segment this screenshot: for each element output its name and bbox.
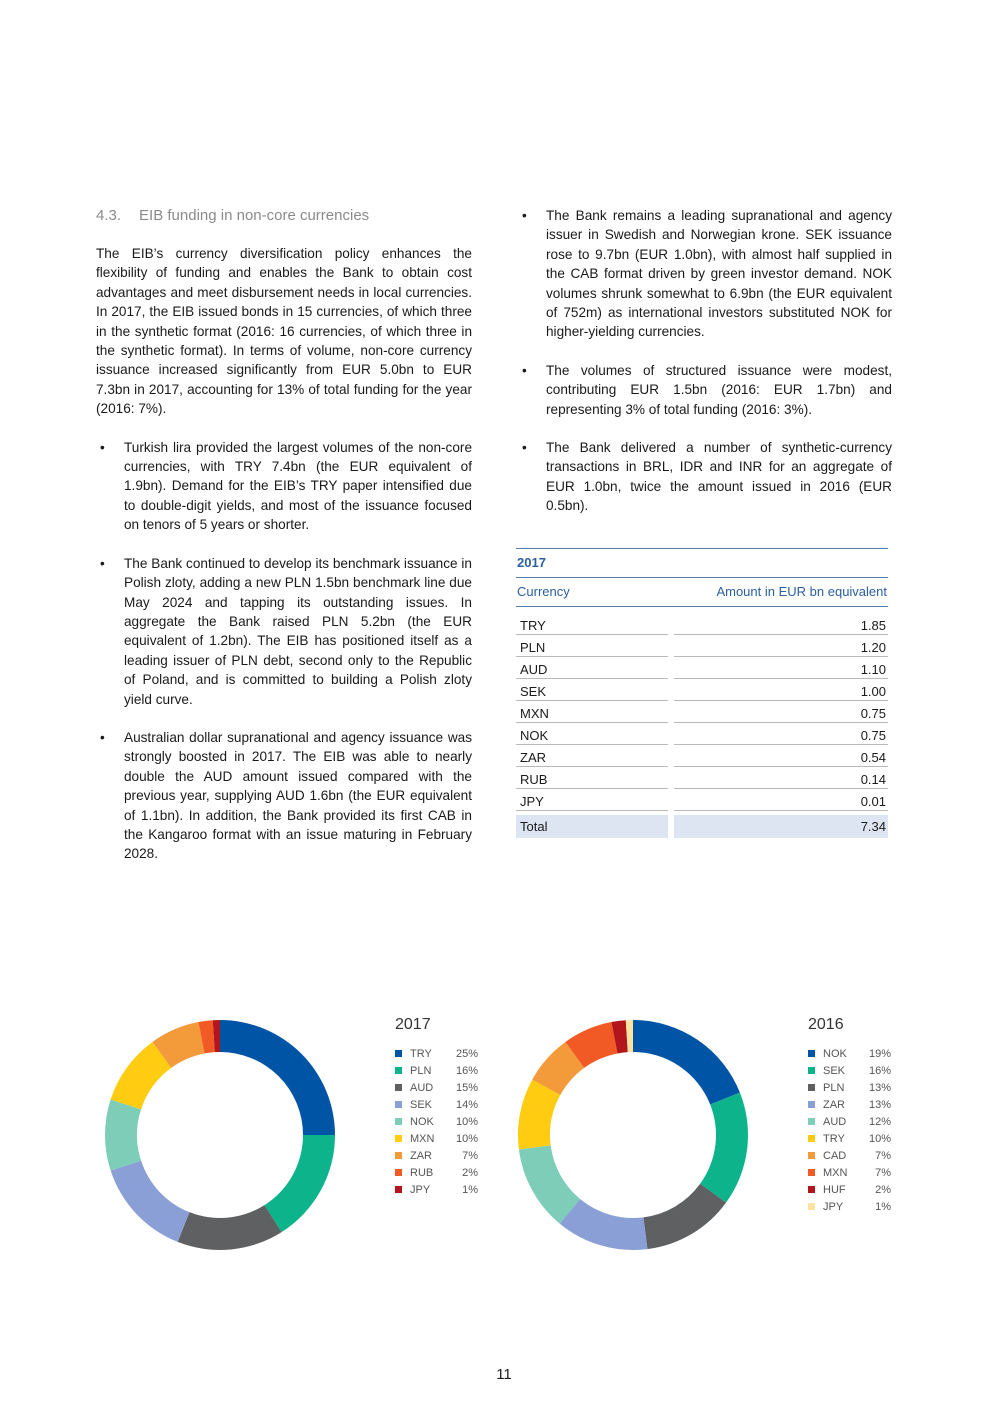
legend-label: TRY (410, 1047, 432, 1060)
legend-label: MXN (823, 1166, 848, 1179)
legend-item (808, 1045, 891, 1062)
slice-pln (264, 1135, 335, 1232)
bullet-dot-icon: • (100, 555, 105, 571)
legend-2017 (395, 1045, 478, 1198)
table-header (516, 577, 888, 607)
legend-swatch-icon (395, 1186, 402, 1193)
legend-label: HUF (823, 1183, 846, 1196)
legend-swatch-icon (395, 1169, 402, 1176)
legend-swatch-icon (808, 1169, 815, 1176)
slice-nok (633, 1020, 740, 1104)
legend-item (808, 1130, 891, 1147)
legend-2016 (808, 1045, 891, 1215)
section-title: EIB funding in non-core currencies (139, 207, 370, 225)
bullet-try (96, 438, 472, 535)
legend-swatch-icon (808, 1135, 815, 1142)
legend-swatch-icon (808, 1152, 815, 1159)
section-heading (96, 206, 472, 226)
legend-item (808, 1147, 891, 1164)
legend-swatch-icon (808, 1067, 815, 1074)
donut-chart-2016 (513, 1015, 753, 1255)
legend-swatch-icon (395, 1135, 402, 1142)
bullet-text: The volumes of structured issuance were modest, contributing EUR 1.5bn (2016: EUR 1.7bn) and representing 3% of total funding (2016: 3%). (546, 362, 892, 417)
legend-item (808, 1181, 891, 1198)
legend-label: JPY (410, 1183, 431, 1196)
legend-label: AUD (410, 1081, 434, 1094)
cell-currency: RUB (516, 767, 668, 789)
chart-title-2016: 2016 (808, 1016, 844, 1033)
table-total-row (516, 815, 888, 838)
legend-label: AUD (823, 1115, 847, 1128)
slice-try (220, 1020, 335, 1135)
legend-percent: 16% (455, 1064, 478, 1077)
cell-currency: NOK (516, 723, 668, 745)
legend-percent: 12% (868, 1115, 891, 1128)
legend-swatch-icon (395, 1101, 402, 1108)
table-row (516, 789, 888, 811)
legend-percent: 16% (868, 1064, 891, 1077)
bullet-text: The Bank remains a leading supranational and agency issuer in Swedish and Norwegian krone. SEK issuance rose to 9.7bn (EUR 1.0bn), with almost half supplied in the CAB format driven by green investor demand. NOK volumes shrunk somewhat to 6.9bn (the EUR equivalent of 752m) as international investors substituted NOK for higher-yielding currencies. (546, 208, 892, 340)
legend-swatch-icon (395, 1084, 402, 1091)
slice-aud (178, 1205, 282, 1250)
legend-swatch-icon (395, 1067, 402, 1074)
legend-item (808, 1062, 891, 1079)
slice-nok (105, 1099, 141, 1170)
currency-table (516, 548, 888, 838)
legend-label: ZAR (823, 1098, 845, 1111)
table-row (516, 723, 888, 745)
slice-sek (700, 1093, 748, 1203)
legend-item (808, 1164, 891, 1181)
bullet-dot-icon: • (100, 439, 105, 455)
legend-label: CAD (823, 1149, 847, 1162)
section-number: 4.3. (96, 207, 122, 225)
table-row (516, 679, 888, 701)
legend-label: SEK (823, 1064, 846, 1077)
cell-currency: MXN (516, 701, 668, 723)
bullet-dot-icon: • (522, 362, 527, 378)
table-row (516, 745, 888, 767)
legend-percent: 19% (868, 1047, 891, 1060)
legend-item (395, 1147, 478, 1164)
bullet-sek-nok (518, 206, 892, 342)
page-number: 11 (496, 1366, 512, 1383)
legend-item (395, 1130, 478, 1147)
chart-title-2017: 2017 (395, 1016, 431, 1033)
legend-swatch-icon (395, 1118, 402, 1125)
cell-amount: 0.14 (674, 767, 888, 789)
legend-percent: 7% (875, 1149, 891, 1162)
intro-paragraph: The EIB’s currency diversification policy enhances the flexibility of funding and enables the Bank to obtain cost advantages and meet disbursement needs in local currencies. In 2017, the EIB issued bonds in 15 currencies, of which three in the synthetic format (2016: 16 currencies, of which three in the synthetic format). In terms of volume, non-core currency issuance increased significantly from EUR 5.0bn to EUR 7.3bn in 2017, accounting for 13% of total funding for the year (2016: 7%). (96, 246, 472, 417)
cell-amount: 1.10 (674, 657, 888, 679)
legend-item (395, 1062, 478, 1079)
legend-label: MXN (410, 1132, 435, 1145)
bullet-dot-icon: • (522, 440, 527, 456)
legend-item (808, 1113, 891, 1130)
bullet-text: The Bank delivered a number of synthetic-currency transactions in BRL, IDR and INR for an aggregate of EUR 1.0bn, twice the amount issued in 2016 (EUR 0.5bn). (546, 440, 892, 514)
table-row (516, 657, 888, 679)
cell-currency: PLN (516, 635, 668, 657)
bullet-text: The Bank continued to develop its benchmark issuance in Polish zloty, adding a new PLN 1.5bn benchmark line due May 2024 and tapping its outstanding issues. In aggregate the Bank raised PLN 5.2bn (the EUR equivalent of 1.2bn). The EIB has positioned itself as a leading issuer of PLN debt, second only to the Republic of Poland, and is committed to building a Polish zloty yield curve. (124, 555, 472, 707)
bullet-structured (518, 361, 892, 419)
legend-swatch-icon (808, 1203, 815, 1210)
cell-currency: ZAR (516, 745, 668, 767)
legend-item (395, 1045, 478, 1062)
cell-amount: 1.20 (674, 635, 888, 657)
legend-item (808, 1079, 891, 1096)
legend-label: RUB (410, 1166, 434, 1179)
legend-swatch-icon (808, 1084, 815, 1091)
cell-amount: 1.00 (674, 679, 888, 701)
bullet-text: Turkish lira provided the largest volumes of the non-core currencies, with TRY 7.4bn (the EUR equivalent of 1.9bn). Demand for the EIB’s TRY paper intensified due to double-digit yields, and most of the issuance focused on tenors of 5 years or shorter. (124, 439, 472, 533)
legend-label: SEK (410, 1098, 433, 1111)
legend-item (395, 1079, 478, 1096)
table-row (516, 613, 888, 635)
cell-amount: 1.85 (674, 613, 888, 635)
header-currency: Currency (517, 584, 570, 599)
legend-percent: 1% (875, 1200, 891, 1213)
legend-label: PLN (823, 1081, 845, 1094)
legend-item (395, 1181, 478, 1198)
legend-label: NOK (410, 1115, 434, 1128)
bullet-dot-icon: • (522, 208, 527, 223)
cell-currency: AUD (516, 657, 668, 679)
legend-item (395, 1096, 478, 1113)
donut-chart-2017 (100, 1015, 340, 1255)
legend-label: TRY (823, 1132, 845, 1145)
table-row (516, 767, 888, 789)
legend-swatch-icon (808, 1186, 815, 1193)
legend-label: PLN (410, 1064, 432, 1077)
legend-item (395, 1113, 478, 1130)
legend-percent: 2% (462, 1166, 478, 1179)
bullet-synthetic (518, 438, 892, 516)
legend-label: JPY (823, 1200, 844, 1213)
legend-item (395, 1164, 478, 1181)
legend-percent: 13% (868, 1098, 891, 1111)
table-body (516, 613, 888, 838)
legend-percent: 7% (875, 1166, 891, 1179)
legend-label: ZAR (410, 1149, 432, 1162)
legend-swatch-icon (395, 1152, 402, 1159)
legend-percent: 10% (455, 1132, 478, 1145)
left-column (96, 206, 472, 883)
cell-currency: TRY (516, 613, 668, 635)
legend-percent: 15% (455, 1081, 478, 1094)
table-row (516, 701, 888, 723)
cell-amount: 0.75 (674, 701, 888, 723)
legend-percent: 10% (868, 1132, 891, 1145)
cell-currency: SEK (516, 679, 668, 701)
legend-swatch-icon (808, 1101, 815, 1108)
table-row (516, 635, 888, 657)
legend-percent: 7% (462, 1149, 478, 1162)
total-value: 7.34 (674, 815, 888, 838)
table-year: 2017 (516, 548, 888, 577)
legend-percent: 14% (455, 1098, 478, 1111)
bullet-dot-icon: • (100, 729, 105, 745)
cell-amount: 0.54 (674, 745, 888, 767)
bullet-text: Australian dollar supranational and agency issuance was strongly boosted in 2017. The EIB was able to nearly double the AUD amount issued compared with the previous year, supplying AUD 1.6bn (the EUR equivalent of 1.1bn). In addition, the Bank provided its first CAB in the Kangaroo format with an issue maturing in February 2028. (124, 729, 472, 862)
slice-sek (111, 1161, 190, 1242)
cell-currency: JPY (516, 789, 668, 811)
right-column (518, 206, 892, 535)
legend-swatch-icon (808, 1050, 815, 1057)
legend-label: NOK (823, 1047, 847, 1060)
legend-percent: 25% (455, 1047, 478, 1060)
bullet-aud (96, 728, 472, 864)
bullet-pln (96, 554, 472, 709)
legend-item (808, 1198, 891, 1215)
legend-swatch-icon (808, 1118, 815, 1125)
legend-percent: 2% (875, 1183, 891, 1196)
total-label: Total (516, 815, 668, 838)
legend-percent: 1% (462, 1183, 478, 1196)
cell-amount: 0.75 (674, 723, 888, 745)
legend-item (808, 1096, 891, 1113)
header-amount: Amount in EUR bn equivalent (716, 584, 887, 599)
legend-swatch-icon (395, 1050, 402, 1057)
cell-amount: 0.01 (674, 789, 888, 811)
legend-percent: 13% (868, 1081, 891, 1094)
legend-percent: 10% (455, 1115, 478, 1128)
